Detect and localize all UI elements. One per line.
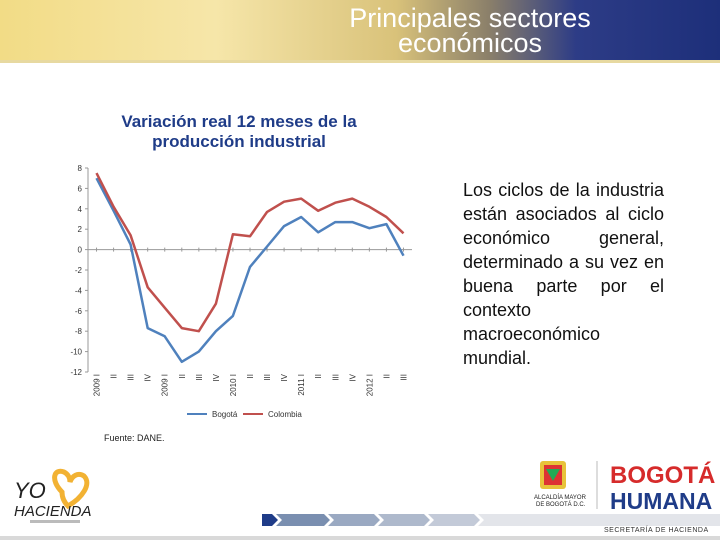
x-tick-label: 2012 I	[365, 374, 375, 397]
chart-title-line-1: Variación real 12 meses de la	[121, 112, 357, 131]
x-tick-label: 2010 I	[228, 374, 238, 397]
y-tick-label: -2	[74, 266, 82, 275]
y-tick-label: 0	[77, 245, 82, 255]
slide-title-line-1: Principales sectores	[349, 3, 591, 33]
x-tick-label: 2009 I	[160, 374, 170, 397]
bogota-humana-logo	[530, 455, 720, 517]
y-tick-label: 2	[77, 225, 82, 235]
chart-title-line-2: producción industrial	[152, 132, 326, 151]
x-tick-label: III	[399, 374, 409, 381]
coat-of-arms-icon	[540, 461, 566, 489]
x-tick-label: IV	[348, 374, 358, 382]
y-tick-label: -6	[74, 306, 82, 316]
x-tick-label: III	[263, 374, 273, 381]
bottom-chevron-bar	[262, 514, 720, 526]
bogota-text: BOGOTÁ	[610, 462, 716, 489]
y-tick-label: -12	[70, 368, 82, 377]
alcaldia-line-1: ALCALDÍA MAYOR	[534, 495, 586, 501]
source-note: Fuente: DANE.	[104, 433, 165, 443]
x-tick-label: II	[246, 374, 255, 379]
x-tick-label: II	[109, 374, 119, 379]
x-tick-label: IV	[143, 374, 153, 382]
x-tick-label: II	[177, 374, 187, 379]
x-tick-label: IV	[211, 374, 221, 382]
slide-title-line-2: económicos	[397, 28, 543, 58]
x-tick-label: III	[194, 374, 204, 381]
x-tick-label: 2009 I	[92, 374, 102, 397]
legend-label: Bogotá	[212, 410, 238, 419]
hacienda-text: HACIENDA	[14, 503, 92, 520]
x-tick-label: 2011 I	[297, 374, 307, 396]
secretaria-label: SECRETARÍA DE HACIENDA	[604, 527, 709, 534]
y-tick-label: -8	[74, 327, 82, 337]
y-tick-label: 8	[77, 164, 82, 173]
bottom-strip	[0, 536, 720, 540]
x-tick-label: IV	[280, 374, 290, 382]
x-tick-label: II	[314, 374, 324, 379]
legend-label: Colombia	[268, 410, 302, 419]
y-tick-label: -4	[74, 286, 82, 296]
yo-hacienda-logo	[10, 462, 110, 530]
x-tick-label: II	[382, 374, 392, 379]
humana-text: HUMANA	[610, 488, 713, 514]
y-tick-label: 6	[77, 184, 82, 194]
x-tick-label: III	[331, 374, 341, 381]
y-tick-label: -10	[70, 347, 82, 357]
x-tick-label: III	[126, 374, 136, 381]
body-paragraph: Los ciclos de la industria están asociados al ciclo económico general, determinado a su vez en buena parte por el contexto macroeconómico mundial.	[463, 180, 664, 368]
alcaldia-line-2: DE BOGOTÁ D.C.	[536, 502, 586, 508]
y-tick-label: 4	[77, 204, 82, 214]
yo-text: YO	[14, 478, 46, 503]
